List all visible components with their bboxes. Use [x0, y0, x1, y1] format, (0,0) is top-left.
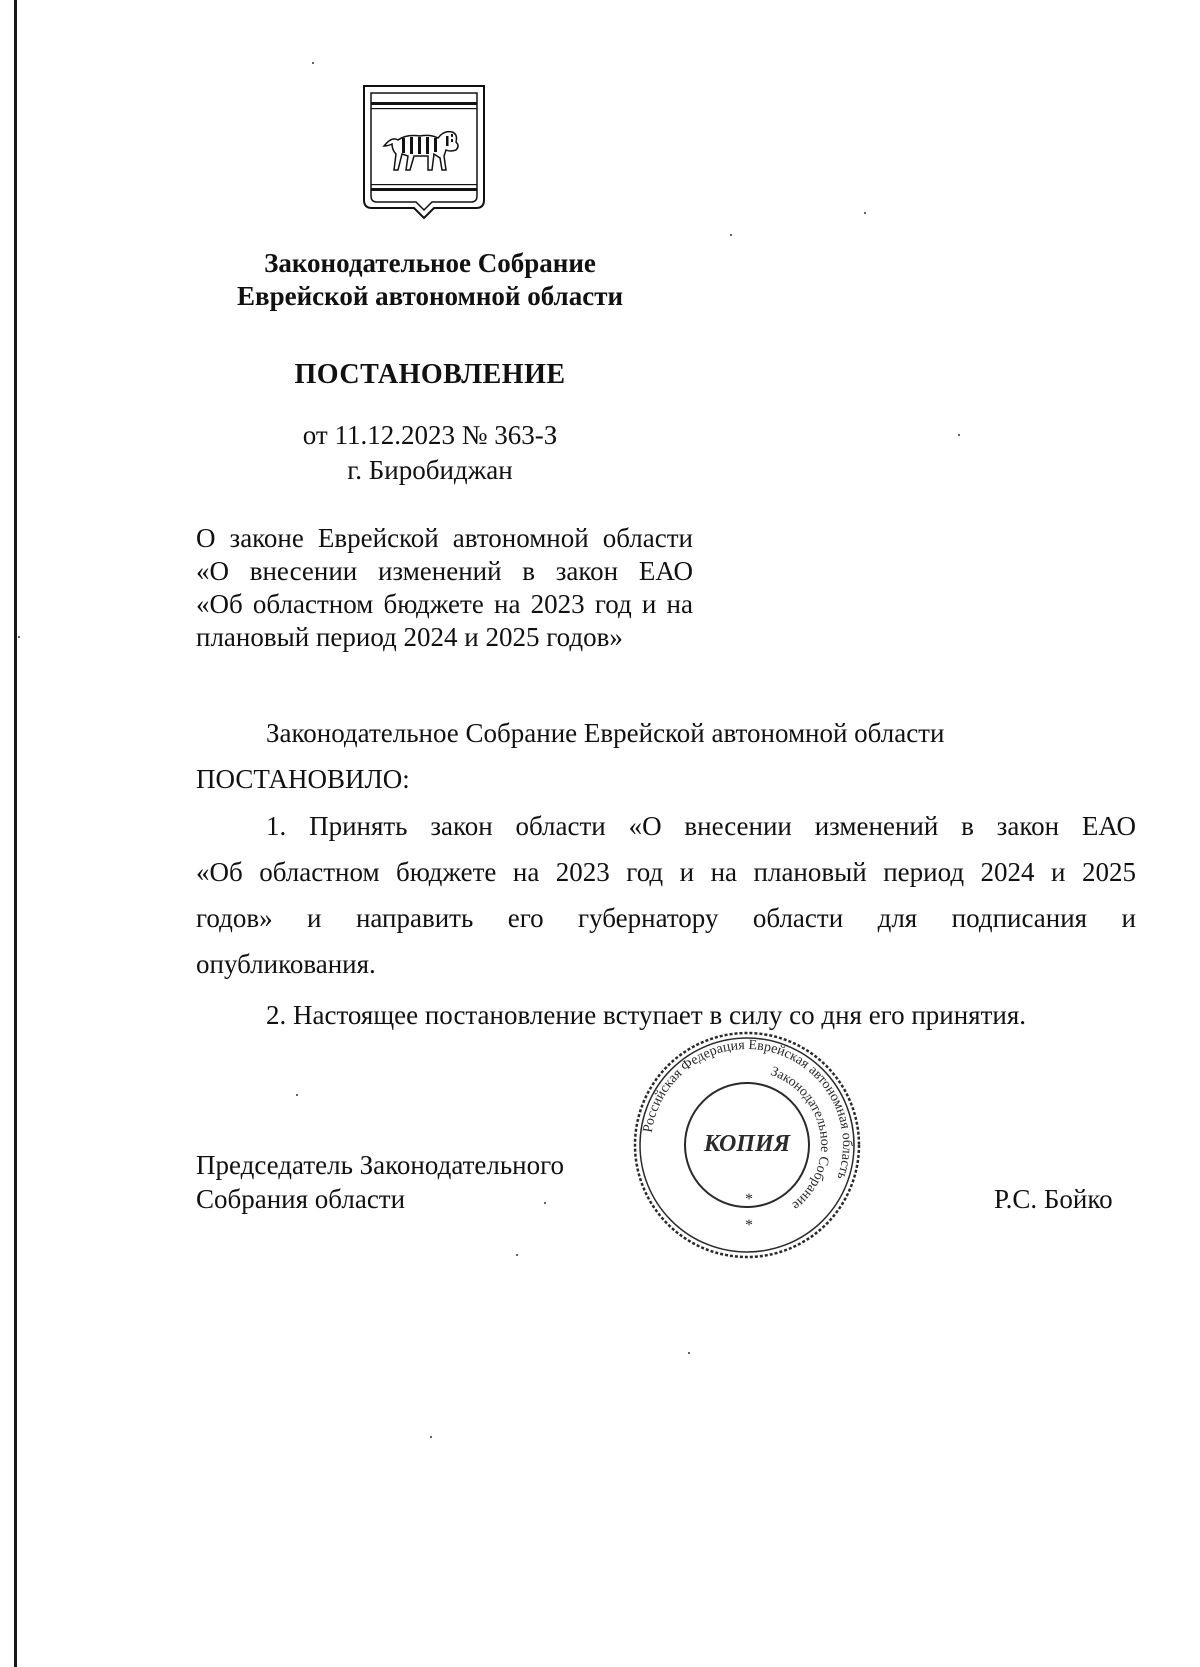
subject-line: «О внесении изменений в закон ЕАО	[196, 556, 693, 586]
signer-position	[196, 1148, 564, 1216]
seal-inner-text: Законодательное Собрание	[768, 1064, 833, 1213]
scan-speck	[516, 1254, 518, 1256]
subject-line: «Об областном бюджете на 2023 год и на	[196, 589, 693, 619]
tiger-coat-of-arms-icon	[362, 84, 486, 226]
subject-block	[196, 522, 693, 654]
organization-name-line-1: Законодательное Собрание	[264, 248, 596, 278]
item-1-line: опубликования.	[196, 949, 376, 979]
item-1-line: 1. Принять закон области «О внесении изменений в закон ЕАО	[266, 811, 1136, 841]
scan-speck	[864, 212, 866, 214]
seal-star-mark: *	[745, 1217, 753, 1234]
scan-speck	[730, 234, 732, 236]
item-1-line: годов» и направить его губернатору области для подписания и	[196, 903, 1136, 933]
subject-line: плановый период 2024 и 2025 годов»	[196, 622, 623, 652]
seal-center-text: КОПИЯ	[703, 1131, 791, 1157]
seal-outer-text: Российская Федерация Еврейская автономная область	[640, 1037, 855, 1182]
document-type-title: ПОСТАНОВЛЕНИЕ	[294, 359, 566, 390]
signer-name: Р.С. Бойко	[994, 1184, 1113, 1214]
scan-speck	[430, 1436, 432, 1438]
signer-position-line-2: Собрания области	[196, 1184, 406, 1214]
scan-speck	[688, 1352, 690, 1354]
scan-speck	[312, 62, 314, 64]
city-name: г. Биробиджан	[347, 455, 513, 485]
scan-speck	[958, 434, 960, 436]
scan-speck	[18, 636, 20, 638]
date-and-number: от 11.12.2023 № 363-З	[302, 420, 558, 450]
intro-text: Законодательное Собрание Еврейской автономной области	[266, 718, 945, 748]
item-1-line: «Об областном бюджете на 2023 год и на плановый период 2024 и 2025	[196, 857, 1136, 887]
seal-star-mark: *	[745, 1191, 753, 1208]
subject-line: О законе Еврейской автономной области	[196, 523, 693, 553]
item-1-paragraph	[196, 810, 1136, 994]
signer-position-line-1: Председатель Законодательного	[196, 1150, 565, 1180]
resolved-text: ПОСТАНОВИЛО:	[196, 764, 410, 794]
organization-name-line-2: Еврейской автономной области	[236, 281, 624, 311]
official-seal-stamp	[632, 1030, 862, 1260]
scan-speck	[296, 1094, 298, 1096]
scan-border-line	[14, 0, 17, 1667]
item-2-text: 2. Настоящее постановление вступает в силу со дня его принятия.	[266, 1000, 1027, 1030]
